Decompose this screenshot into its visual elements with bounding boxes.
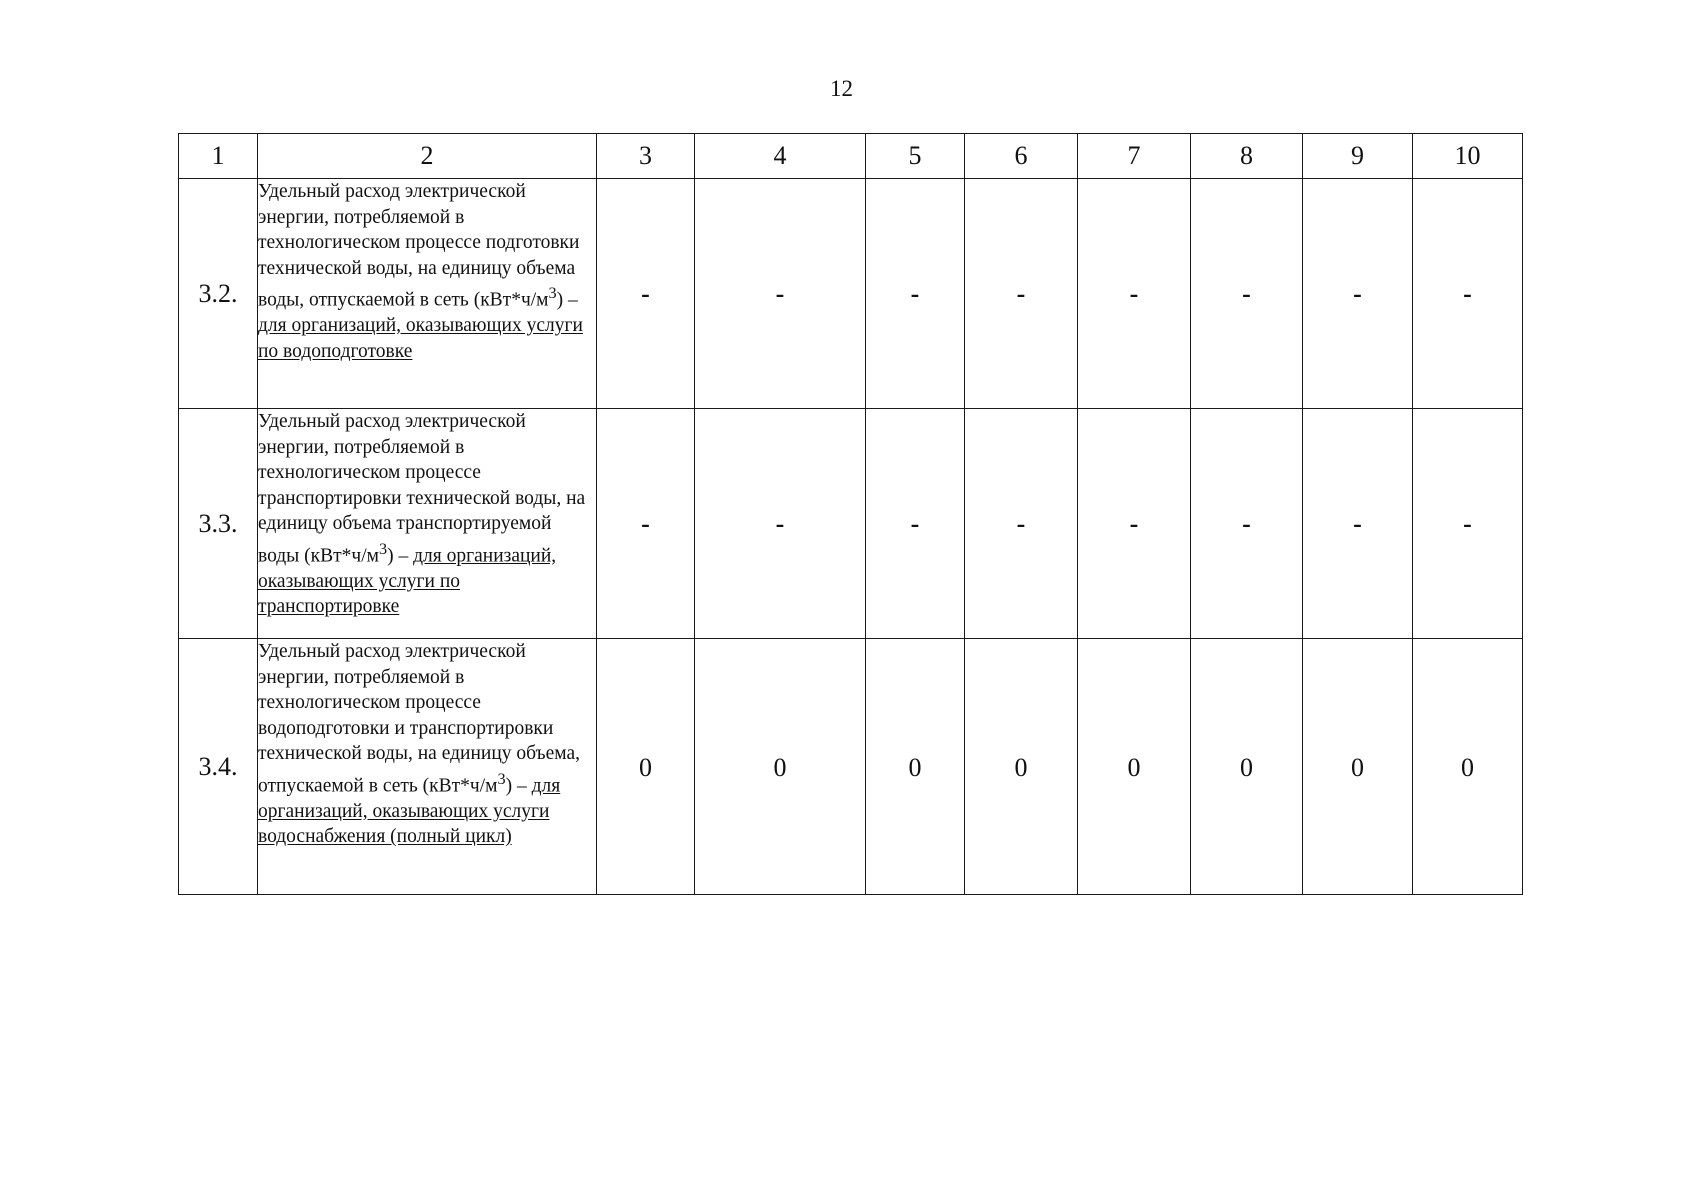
value-col-6: 0 (965, 639, 1078, 895)
value-col-8: - (1191, 409, 1303, 639)
value-col-4: 0 (695, 639, 866, 895)
value-col-7: 0 (1078, 639, 1191, 895)
description-text: Удельный расход электрической энергии, потребляемой в технологическом процессе транспортировки технической воды, на единицу объема транспортируемой воды (кВт*ч/м (258, 411, 586, 566)
value-col-4: - (695, 179, 866, 409)
value-col-9: - (1303, 179, 1413, 409)
value-col-10: - (1413, 409, 1523, 639)
value-col-7: - (1078, 179, 1191, 409)
table-row (179, 639, 1523, 895)
value-col-9: - (1303, 409, 1413, 639)
description-tail: ) – (505, 775, 527, 796)
value-col-7: - (1078, 409, 1191, 639)
row-description (258, 179, 597, 409)
table-header (179, 134, 1523, 179)
table-row (179, 409, 1523, 639)
row-description (258, 409, 597, 639)
value-col-3: 0 (597, 639, 695, 895)
page-number: 12 (830, 76, 853, 101)
table-row (179, 179, 1523, 409)
unit-exponent: 3 (497, 769, 506, 788)
value-col-6: - (965, 409, 1078, 639)
header-col-6: 6 (965, 134, 1078, 179)
description-underlined: для организаций, оказывающих услуги по транспортировке (258, 545, 557, 617)
value-col-6: - (965, 179, 1078, 409)
table-body (179, 179, 1523, 895)
indicator-table (178, 133, 1523, 895)
header-col-8: 8 (1191, 134, 1303, 179)
row-number: 3.4. (179, 639, 258, 895)
header-col-10: 10 (1413, 134, 1523, 179)
value-col-3: - (597, 409, 695, 639)
description-tail: ) – (556, 289, 578, 311)
header-col-1: 1 (179, 134, 258, 179)
header-col-2: 2 (258, 134, 597, 179)
header-row (179, 134, 1523, 179)
header-col-7: 7 (1078, 134, 1191, 179)
value-col-5: 0 (866, 639, 965, 895)
description-underlined: для организаций, оказывающих услуги по водоподготовке (258, 315, 583, 362)
description-text: Удельный расход электрической энергии, потребляемой в технологическом процессе подготовки технической воды, на единицу объема воды, отпускаемой в сеть (кВт*ч/м (258, 181, 580, 311)
value-col-8: - (1191, 179, 1303, 409)
value-col-5: - (866, 179, 965, 409)
value-col-10: - (1413, 179, 1523, 409)
header-col-9: 9 (1303, 134, 1413, 179)
unit-exponent: 3 (548, 284, 557, 302)
header-col-3: 3 (597, 134, 695, 179)
value-col-3: - (597, 179, 695, 409)
description-tail: ) – (387, 545, 409, 566)
row-description (258, 639, 597, 895)
value-col-5: - (866, 409, 965, 639)
value-col-10: 0 (1413, 639, 1523, 895)
description-underlined: для организаций, оказывающих услуги водоснабжения (полный цикл) (258, 775, 561, 847)
unit-exponent: 3 (378, 539, 388, 558)
value-col-4: - (695, 409, 866, 639)
row-number: 3.2. (179, 179, 258, 409)
value-col-9: 0 (1303, 639, 1413, 895)
row-number: 3.3. (179, 409, 258, 639)
description-text: Удельный расход электрической энергии, потребляемой в технологическом процессе водоподготовки и транспортировки технической воды, на единицу объема, отпускаемой в сеть (кВт*ч/м (258, 641, 581, 796)
header-col-4: 4 (695, 134, 866, 179)
value-col-8: 0 (1191, 639, 1303, 895)
header-col-5: 5 (866, 134, 965, 179)
